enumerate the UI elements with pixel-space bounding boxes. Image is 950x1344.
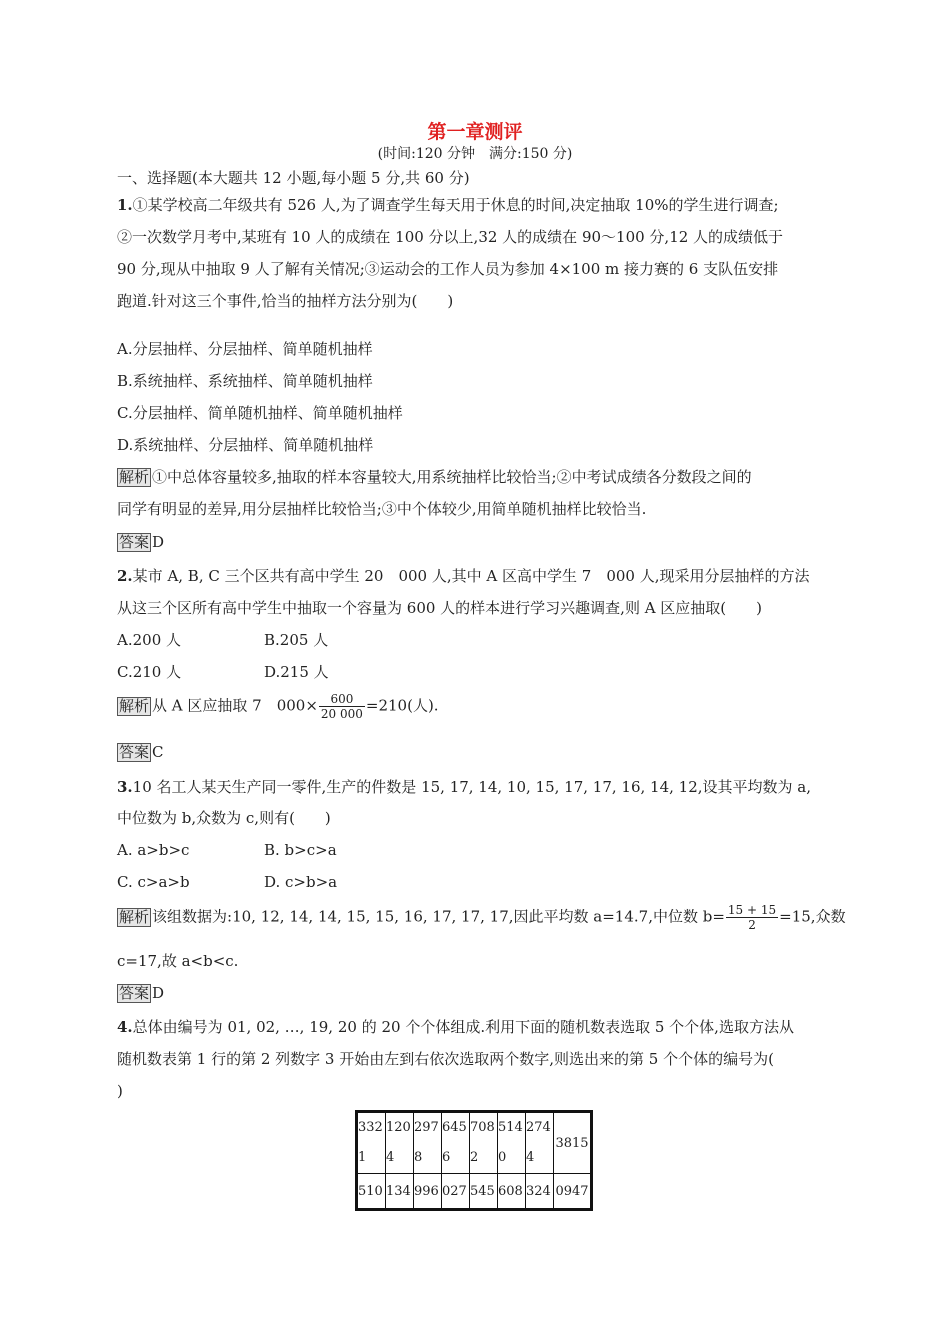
q4-number: 4. xyxy=(117,1018,133,1036)
q1-analysis-line-2: 同学有明显的差异,用分层抽样比较恰当;③中个体较少,用简单随机抽样比较恰当. xyxy=(117,500,647,518)
random-table-row-1 xyxy=(357,1112,592,1174)
q3-line-1 xyxy=(117,777,811,797)
q2-option-a: A.200 人 xyxy=(117,631,181,649)
q4-line-2: 随机数表第 1 行的第 2 列数字 3 开始由左到右依次选取两个数字,则选出来的第 5 个个体的编号为( xyxy=(117,1050,774,1068)
q2-analysis xyxy=(117,692,439,721)
random-number-table xyxy=(355,1110,593,1211)
q1-analysis-text-1: ①中总体容量较多,抽取的样本容量较大,用系统抽样比较恰当;②中考试成绩各分数段之间的 xyxy=(152,468,752,486)
q1-line-1 xyxy=(117,195,779,215)
q3-text-1: 10 名工人某天生产同一零件,生产的件数是 15, 17, 14, 10, 15, 17, 17, 16, 14, 12,设其平均数为 a, xyxy=(132,778,812,796)
random-table-cell: 324 xyxy=(526,1174,554,1210)
q2-option-b: B.205 人 xyxy=(264,631,329,649)
analysis-label: 解析 xyxy=(119,696,150,715)
random-table-cell: 7082 xyxy=(470,1112,498,1174)
q4-text-1: 总体由编号为 01, 02, …, 19, 20 的 20 个个体组成.利用下面的随机数表选取 5 个个体,选取方法从 xyxy=(132,1018,794,1036)
random-table-cell: 996 xyxy=(414,1174,442,1210)
page-title: 第一章测评 xyxy=(427,121,523,143)
q2-number: 2. xyxy=(117,567,133,585)
q1-answer xyxy=(117,532,164,552)
q3-option-d: D. c>b>a xyxy=(264,873,338,891)
q3-analysis-post: =15,众数 xyxy=(779,907,846,926)
q3-line-2: 中位数为 b,众数为 c,则有( ) xyxy=(117,809,331,827)
random-table-cell: 3321 xyxy=(357,1112,386,1174)
random-table-cell: 3815 xyxy=(554,1112,592,1174)
q1-option-d: D.系统抽样、分层抽样、简单随机抽样 xyxy=(117,436,374,454)
analysis-label: 解析 xyxy=(119,468,150,486)
q4-line-3: ) xyxy=(117,1082,123,1100)
q4-line-1 xyxy=(117,1017,794,1037)
q2-fraction-numerator: 600 xyxy=(319,692,365,707)
random-table-cell: 2744 xyxy=(526,1112,554,1174)
random-table-cell: 545 xyxy=(470,1174,498,1210)
q2-analysis-post: =210(人). xyxy=(365,696,439,715)
q2-answer xyxy=(117,742,164,762)
q1-option-a: A.分层抽样、分层抽样、简单随机抽样 xyxy=(117,340,373,358)
q3-option-b: B. b>c>a xyxy=(264,841,337,859)
random-table-cell: 027 xyxy=(442,1174,470,1210)
q3-answer-value: D xyxy=(152,984,165,1002)
q2-analysis-pre: 从 A 区应抽取 7 000× xyxy=(152,696,318,715)
answer-label: 答案 xyxy=(119,984,150,1002)
random-table-cell: 1204 xyxy=(386,1112,414,1174)
answer-label: 答案 xyxy=(119,533,150,551)
q3-fraction-numerator: 15 + 15 xyxy=(727,903,777,917)
q3-option-a: A. a>b>c xyxy=(117,841,190,859)
q2-option-c: C.210 人 xyxy=(117,663,182,681)
q2-line-1 xyxy=(117,566,809,586)
random-table-cell: 5140 xyxy=(498,1112,526,1174)
section-heading: 一、选择题(本大题共 12 小题,每小题 5 分,共 60 分) xyxy=(117,169,470,187)
q3-analysis-line-2: c=17,故 a<b<c. xyxy=(117,952,239,970)
random-table-row-2 xyxy=(357,1174,592,1210)
q3-option-c: C. c>a>b xyxy=(117,873,190,891)
random-table-cell: 2978 xyxy=(414,1112,442,1174)
random-table-cell: 6456 xyxy=(442,1112,470,1174)
q3-answer xyxy=(117,983,164,1003)
q2-option-d: D.215 人 xyxy=(264,663,329,681)
answer-label: 答案 xyxy=(119,743,150,761)
q2-fraction xyxy=(319,692,365,721)
q2-fraction-denominator: 20 000 xyxy=(320,707,363,721)
q3-analysis-pre: 该组数据为:10, 12, 14, 14, 15, 15, 16, 17, 17, 17,因此平均数 a=14.7,中位数 b= xyxy=(152,907,725,926)
q1-line-4: 跑道.针对这三个事件,恰当的抽样方法分别为( ) xyxy=(117,292,454,310)
random-table-cell: 510 xyxy=(357,1174,386,1210)
analysis-label: 解析 xyxy=(119,907,150,926)
q1-answer-value: D xyxy=(152,533,165,551)
q1-option-c: C.分层抽样、简单随机抽样、简单随机抽样 xyxy=(117,404,403,422)
q3-fraction-denominator: 2 xyxy=(748,918,756,932)
random-table-cell: 134 xyxy=(386,1174,414,1210)
q1-analysis xyxy=(117,467,752,487)
q3-analysis xyxy=(117,903,846,932)
page-subtitle: (时间:120 分钟 满分:150 分) xyxy=(377,146,573,162)
random-table-cell: 608 xyxy=(498,1174,526,1210)
q2-answer-value: C xyxy=(152,743,164,761)
q1-number: 1. xyxy=(117,196,133,214)
q1-text-1: ①某学校高二年级共有 526 人,为了调查学生每天用于休息的时间,决定抽取 10%的学生进行调查; xyxy=(132,196,779,214)
random-table-cell: 0947 xyxy=(554,1174,592,1210)
q1-line-2: ②一次数学月考中,某班有 10 人的成绩在 100 分以上,32 人的成绩在 90～100 分,12 人的成绩低于 xyxy=(117,228,784,246)
q2-line-2: 从这三个区所有高中学生中抽取一个容量为 600 人的样本进行学习兴趣调查,则 A 区应抽取( ) xyxy=(117,599,763,617)
q2-text-1: 某市 A, B, C 三个区共有高中学生 20 000 人,其中 A 区高中学生 7 000 人,现采用分层抽样的方法 xyxy=(132,567,810,585)
q1-option-b: B.系统抽样、系统抽样、简单随机抽样 xyxy=(117,372,373,390)
q1-line-3: 90 分,现从中抽取 9 人了解有关情况;③运动会的工作人员为参加 4×100 m 接力赛的 6 支队伍安排 xyxy=(117,260,779,278)
q3-fraction xyxy=(726,903,778,932)
q3-number: 3. xyxy=(117,778,133,796)
